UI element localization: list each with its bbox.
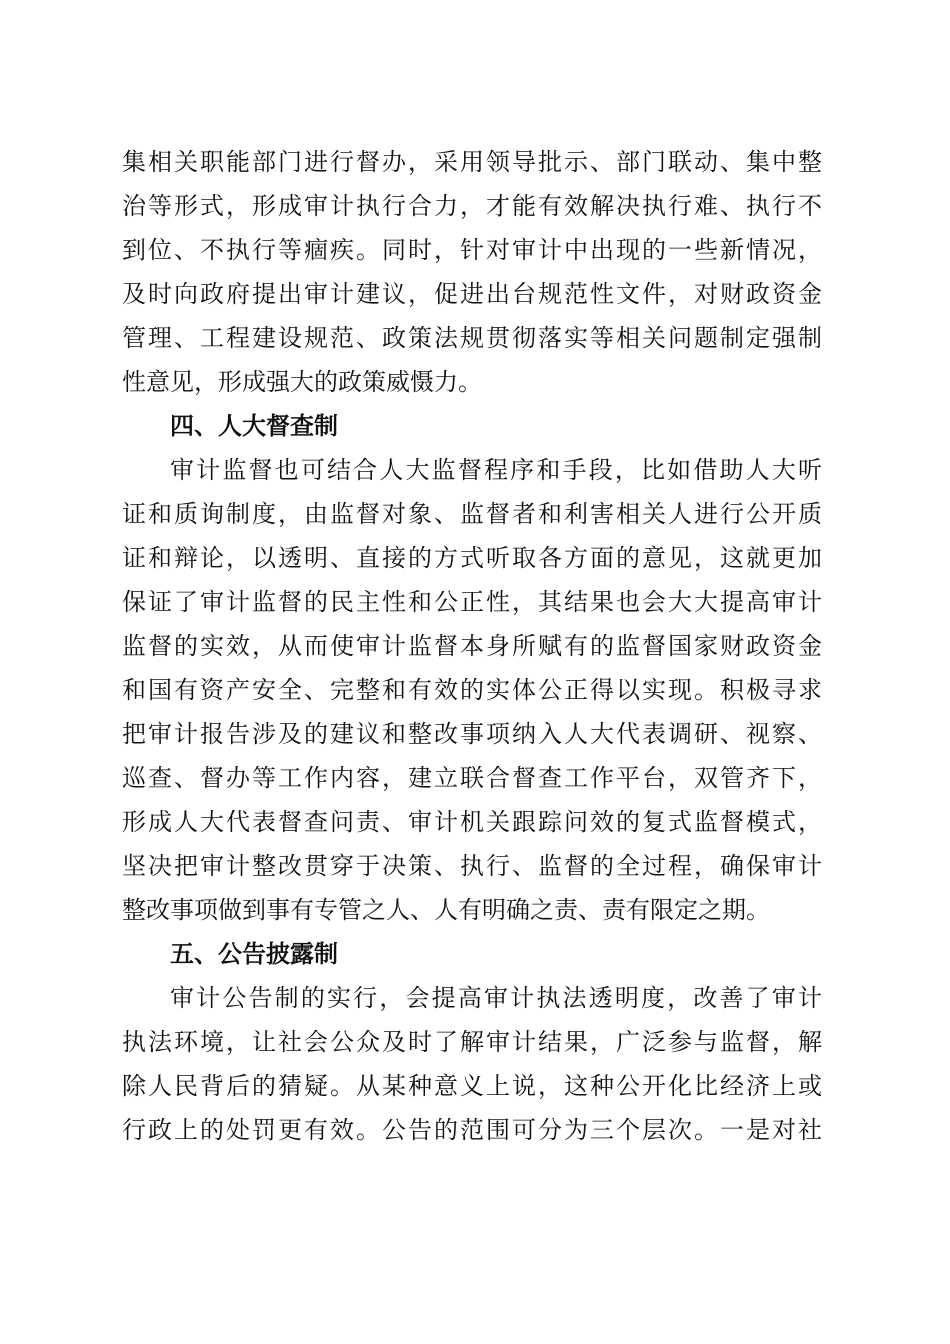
text-line: 坚决把审计整改贯穿于决策、执行、监督的全过程，确保审计 [122, 852, 822, 880]
paragraph-section-4 [122, 448, 822, 932]
text-line: 治等形式，形成审计执行合力，才能有效解决执行难、执行不 [122, 192, 822, 220]
text-line: 证和辩论，以透明、直接的方式听取各方面的意见，这就更加 [122, 544, 822, 572]
text-line: 性意见，形成强大的政策威慑力。 [122, 368, 482, 396]
text-line: 监督的实效，从而使审计监督本身所赋有的监督国家财政资金 [122, 632, 822, 660]
text-line: 审计公告制的实行，会提高审计执法透明度，改善了审计 [170, 984, 822, 1012]
text-line: 形成人大代表督查问责、审计机关跟踪问效的复式监督模式， [122, 808, 822, 836]
section-heading-5: 五、公告披露制 [170, 940, 338, 968]
text-line: 和国有资产安全、完整和有效的实体公正得以实现。积极寻求 [122, 676, 822, 704]
paragraph-continued [122, 140, 822, 404]
text-line: 审计监督也可结合人大监督程序和手段，比如借助人大听 [170, 456, 822, 484]
text-line: 管理、工程建设规范、政策法规贯彻落实等相关问题制定强制 [122, 324, 822, 352]
text-line: 执法环境，让社会公众及时了解审计结果，广泛参与监督，解 [122, 1028, 822, 1056]
document-body [122, 140, 822, 1152]
section-heading-4: 四、人大督查制 [170, 412, 338, 440]
text-line: 到位、不执行等痼疾。同时，针对审计中出现的一些新情况， [122, 236, 822, 264]
text-line: 巡查、督办等工作内容，建立联合督查工作平台，双管齐下， [122, 764, 822, 792]
text-line: 及时向政府提出审计建议，促进出台规范性文件，对财政资金 [122, 280, 822, 308]
text-line: 除人民背后的猜疑。从某种意义上说，这种公开化比经济上或 [122, 1072, 822, 1100]
text-line: 保证了审计监督的民主性和公正性，其结果也会大大提高审计 [122, 588, 822, 616]
paragraph-section-5 [122, 976, 822, 1152]
text-line: 行政上的处罚更有效。公告的范围可分为三个层次。一是对社 [122, 1116, 822, 1144]
text-line: 整改事项做到事有专管之人、人有明确之责、责有限定之期。 [122, 896, 770, 924]
text-line: 证和质询制度，由监督对象、监督者和利害相关人进行公开质 [122, 500, 822, 528]
text-line: 集相关职能部门进行督办，采用领导批示、部门联动、集中整 [122, 148, 822, 176]
text-line: 把审计报告涉及的建议和整改事项纳入人大代表调研、视察、 [122, 720, 822, 748]
